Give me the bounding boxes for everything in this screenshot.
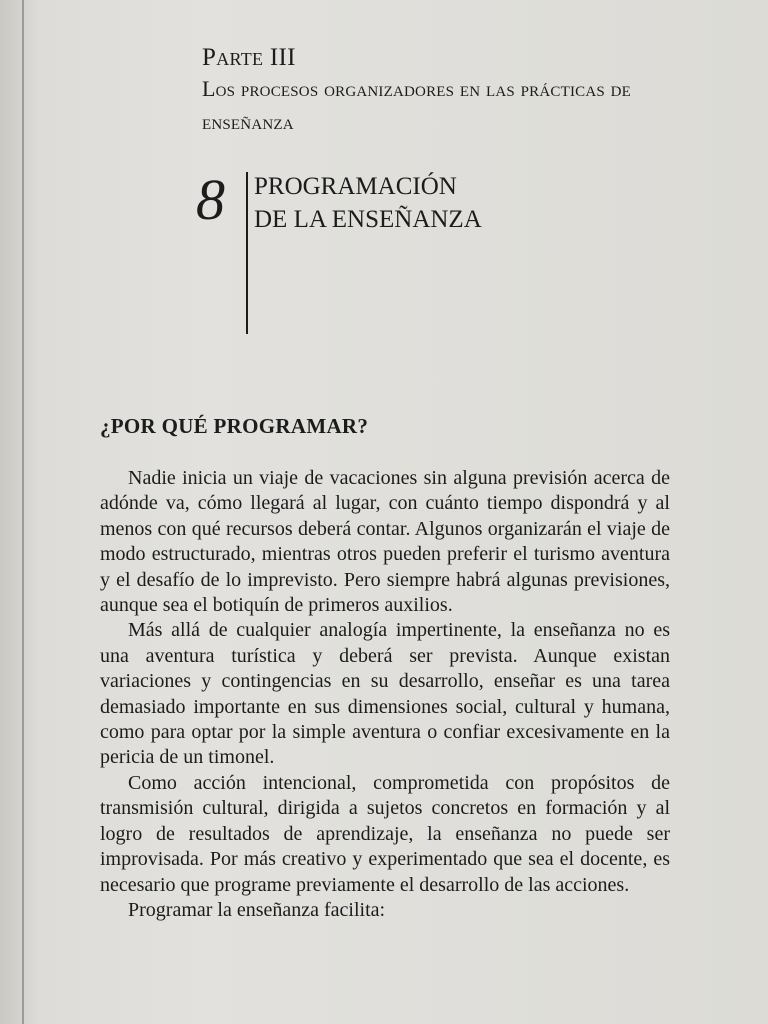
chapter-title [254,170,574,236]
body-text [100,466,670,923]
part-title: Los procesos organizadores en las prácticas de enseñanza [202,76,632,134]
paragraph-3: Como acción intencional, comprometida con propósitos de transmisión cultural, dirigida a sujetos concretos en formación y al logro de resultados de aprendizaje, la enseñanza no puede ser improvisada. Por más creativo y experimentado que sea el docente, es necesario que programe previamente el desarrollo de las acciones. [100,771,670,896]
part-label: Parte III [202,44,296,71]
paragraph-2: Más allá de cualquier analogía impertinente, la enseñanza no es una aventura turística y deberá ser prevista. Aunque existan variaciones y contingencias en su desarrollo, enseñar es una tarea demasiado importante en sus dimensiones social, cultural y humana, como para optar por la simple aventura o confiar excesivamente en la pericia de un timonel. [100,619,670,769]
page-binding-edge [22,0,24,1024]
paragraph-1: Nadie inicia un viaje de vacaciones sin alguna previsión acerca de adónde va, cómo llegará al lugar, con cuánto tiempo dispondrá y al menos con qué recursos deberá contar. Algunos organizarán el viaje de modo estructurado, mientras otros pueden preferir el turismo aventura y el desafío de lo imprevisto. Pero siempre habrá algunas previsiones, aunque sea el botiquín de primeros auxilios. [100,467,670,617]
section-heading: ¿POR QUÉ PROGRAMAR? [100,414,369,438]
chapter-title-line-1: PROGRAMACIÓN [254,173,457,200]
chapter-title-line-2: DE LA ENSEÑANZA [254,206,482,233]
chapter-divider [246,172,248,334]
paragraph-4: Programar la enseñanza facilita: [128,898,386,921]
chapter-number: 8 [196,167,225,232]
